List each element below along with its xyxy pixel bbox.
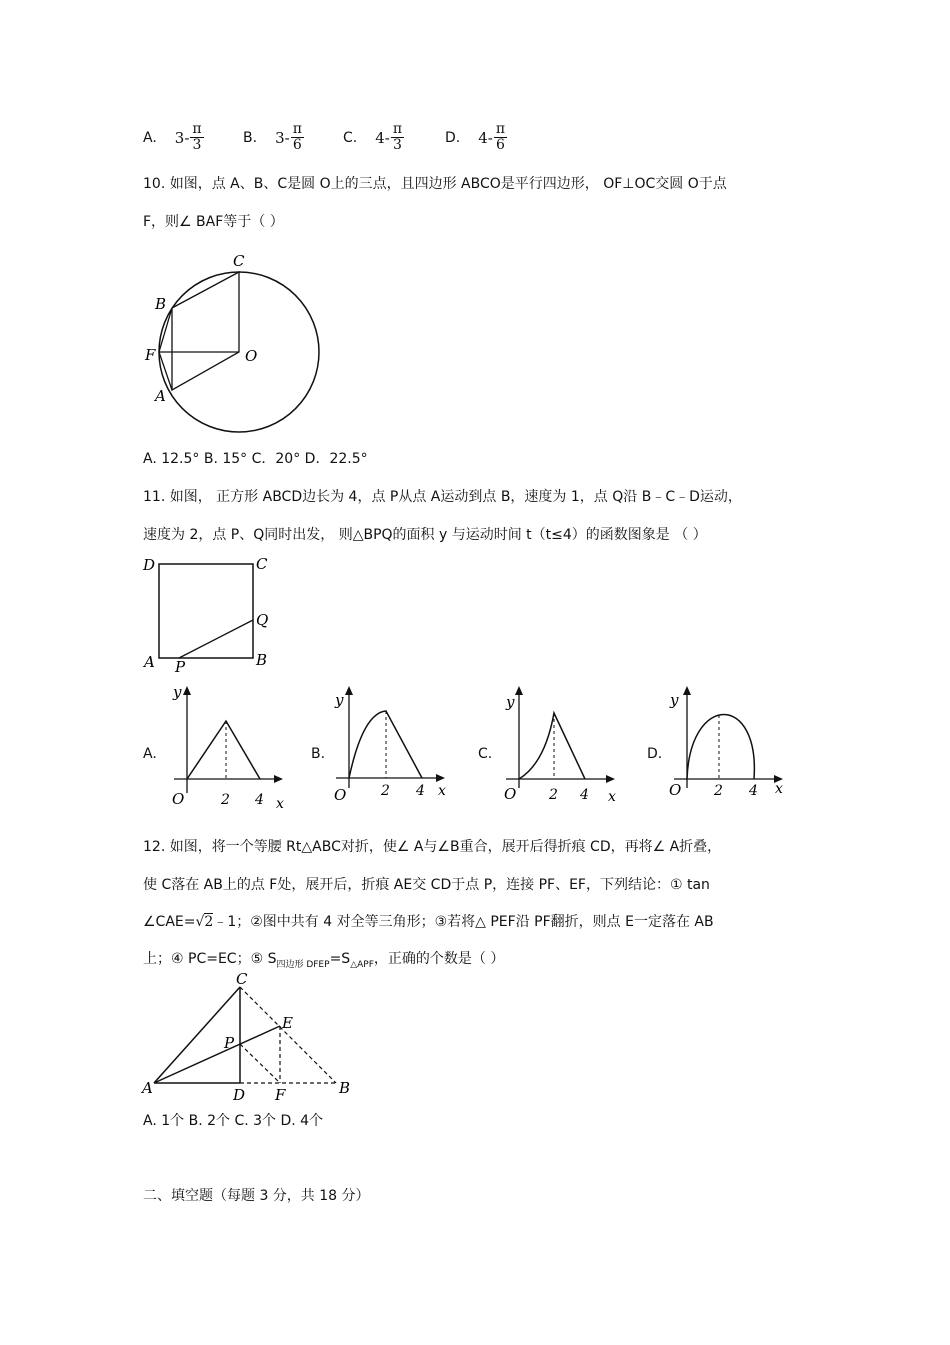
tick-4: 4 [416, 783, 425, 799]
q11-graph-d-label: D. [647, 746, 663, 762]
sqrt-symbol: √ [195, 914, 205, 930]
label-q: Q [256, 611, 269, 629]
axis-y-label: y [173, 683, 182, 701]
q12-options: A. 1个 B. 2个 C. 3个 D. 4个 [143, 1113, 324, 1129]
label-d: D [143, 556, 156, 574]
section-title: 二、填空题（每题 3 分，共 18 分） [143, 1188, 370, 1204]
q11-graph-c-label: C. [478, 746, 493, 762]
q9-option-d: D. 4- $\frac{\pi}{6}$ [445, 121, 506, 153]
tick-4: 4 [255, 792, 264, 808]
tick-2: 2 [714, 783, 723, 799]
axis-x-label: x [276, 796, 284, 812]
axis-x-label: x [608, 789, 616, 805]
q9-option-c: C. 4- $\frac{\pi}{3}$ [343, 121, 403, 153]
q11-square-figure [140, 552, 280, 677]
label-b: B [339, 1079, 351, 1097]
fraction: $\frac{\pi}{6}$ [292, 121, 302, 153]
q10-text-line1: 10. 如图，点 A、B、C是圆 O上的三点，且四边形 ABCO是平行四边形， OF⊥OC交圆 O于点 [143, 176, 727, 192]
label-a: A [144, 653, 155, 671]
tick-2: 2 [549, 787, 558, 803]
label-c: C [236, 970, 248, 988]
label-a: A [142, 1079, 153, 1097]
q10-circle-figure [140, 248, 330, 438]
q12-text-line1: 12. 如图，将一个等腰 Rt△ABC对折，使∠ A与∠B重合，展开后得折痕 CD，再将∠ A折叠， [143, 839, 722, 855]
q11-graph-b [330, 683, 455, 813]
q12-triangle-figure [140, 970, 360, 1105]
q9-option-b: B. 3- $\frac{\pi}{6}$ [243, 121, 302, 153]
tick-4: 4 [749, 783, 758, 799]
q11-text-line1: 11. 如图， 正方形 ABCD边长为 4，点 P从点 A运动到点 B，速度为 1，点 Q沿 B﹣C﹣D运动， [143, 489, 742, 505]
tick-4: 4 [580, 787, 589, 803]
label-b: B [155, 295, 167, 313]
q12-text-line4: 上；④ PC=EC；⑤ $S_{四边形 DFEP}=S_{\triangle APF}$，正确的个数是（ ） [143, 951, 505, 970]
label-a: A [155, 387, 166, 405]
q12-text-line3: ∠CAE=√2﹣1；②图中共有 4 对全等三角形；③若将△ PEF沿 PF翻折，则点 E一定落在 AB [143, 914, 714, 930]
tick-2: 2 [221, 792, 230, 808]
fraction: $\frac{\pi}{6}$ [495, 121, 506, 153]
label-f: F [145, 346, 156, 364]
q11-graph-c [500, 683, 625, 813]
label-p: P [175, 658, 186, 676]
q11-graph-d [668, 683, 793, 813]
q9-option-a: A. 3- $\frac{\pi}{3}$ [143, 121, 202, 153]
label-f: F [275, 1086, 286, 1104]
origin-label: O [334, 786, 347, 804]
label-c: C [256, 555, 268, 573]
origin-label: O [172, 790, 185, 808]
origin-label: O [669, 781, 682, 799]
fraction: $\frac{\pi}{3}$ [392, 121, 403, 153]
tick-2: 2 [381, 783, 390, 799]
fraction: $\frac{\pi}{3}$ [192, 121, 202, 153]
label-o: O [245, 347, 258, 365]
origin-label: O [504, 785, 517, 803]
q11-text-line2: 速度为 2，点 P、Q同时出发， 则△BPQ的面积 y 与运动时间 t（t≤4）的函数图象是 （ ） [143, 527, 707, 543]
q12-text-line2: 使 C落在 AB上的点 F处，展开后，折痕 AE交 CD于点 P，连接 PF、EF，下列结论：① tan [143, 877, 710, 893]
label-p: P [224, 1034, 235, 1052]
q11-graph-b-label: B. [311, 746, 326, 762]
label-c: C [233, 252, 245, 270]
axis-y-label: y [335, 691, 344, 709]
label-e: E [282, 1014, 293, 1032]
axis-y-label: y [670, 691, 679, 709]
q10-text-line2: F，则∠ BAF等于（ ） [143, 214, 284, 230]
label-d: D [233, 1086, 246, 1104]
label-b: B [256, 651, 268, 669]
q11-graph-a [168, 683, 293, 813]
axis-y-label: y [506, 693, 515, 711]
q11-graph-a-label: A. [143, 746, 157, 762]
axis-x-label: x [775, 781, 783, 797]
q10-options: A. 12.5° B. 15° C．20° D．22.5° [143, 451, 368, 467]
axis-x-label: x [438, 783, 446, 799]
q9-options [143, 122, 507, 153]
